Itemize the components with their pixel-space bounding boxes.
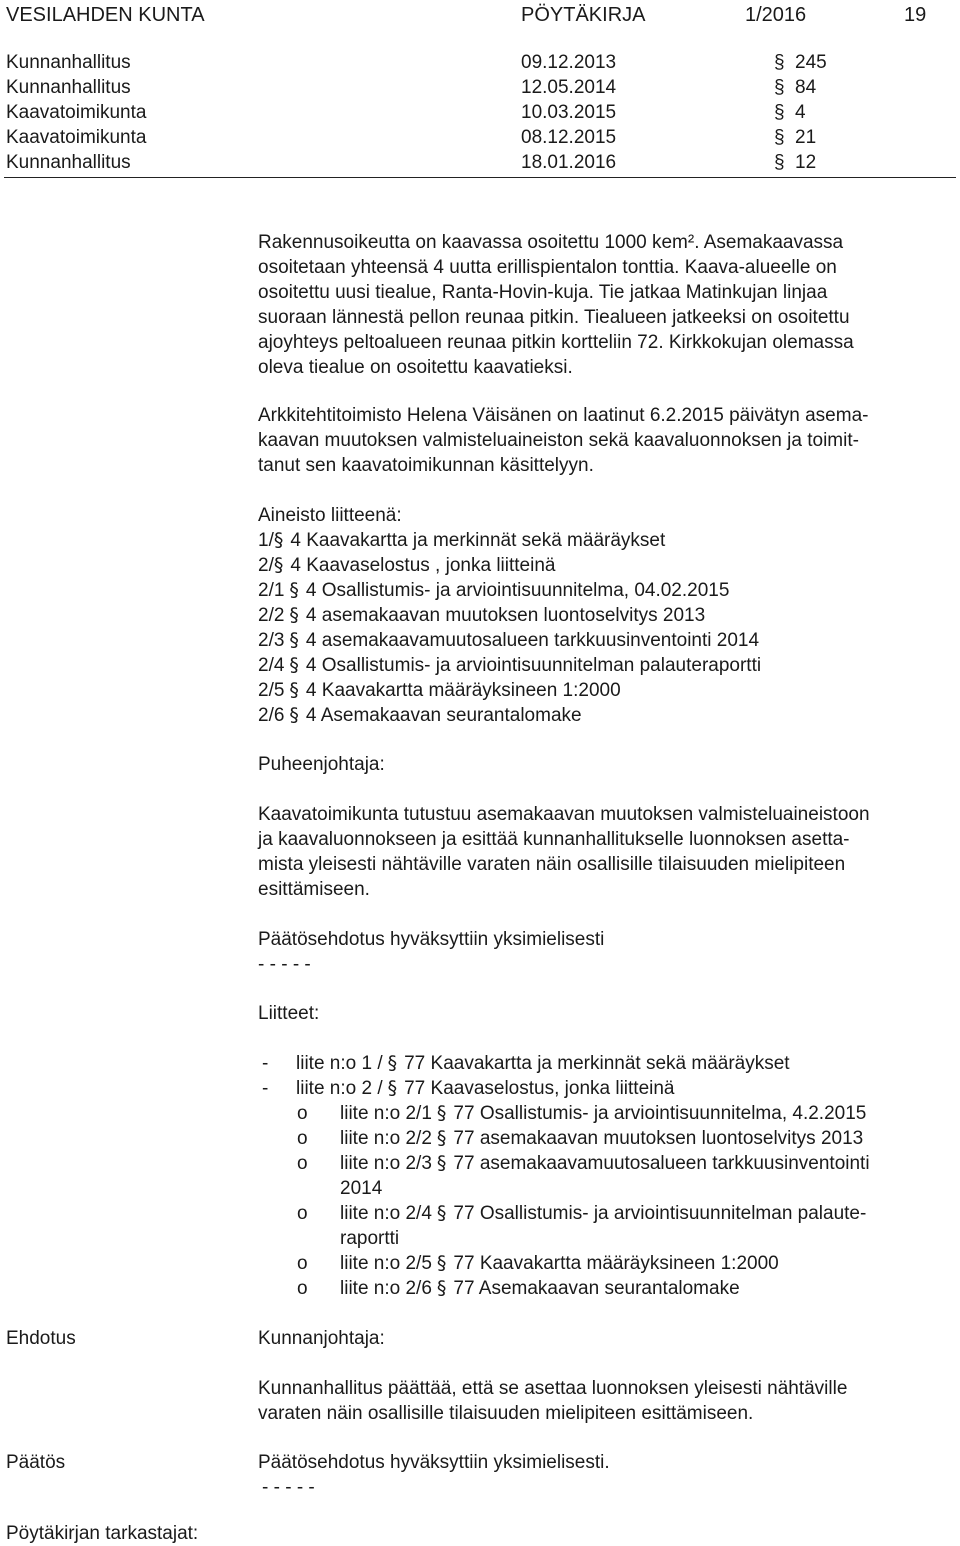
sub-attachment-item: liite n:o 2/6 § 77 Asemakaavan seurantalomake: [340, 1277, 740, 1299]
history-row: [0, 77, 960, 102]
attachment-item: -: [262, 1053, 269, 1074]
section-mark-icon: §: [387, 1052, 398, 1074]
material-item: 1/§ 4 Kaavakartta ja merkinnät sekä määräykset: [258, 529, 666, 551]
plan-description: [258, 230, 958, 380]
history-row: [0, 102, 960, 127]
section-mark-icon: §: [289, 604, 299, 626]
section-mark-icon: §: [774, 127, 785, 148]
history-date: 10.03.2015: [521, 102, 617, 123]
material-item: 2/§ 4 Kaavaselostus , jonka liitteinä: [258, 554, 556, 576]
material-item: 2/5 § 4 Kaavakartta määräyksineen 1:2000: [258, 679, 621, 701]
section-mark-icon: §: [289, 654, 299, 676]
sub-attachment-marker: o: [297, 1203, 308, 1224]
section-mark-icon: §: [289, 704, 299, 726]
sub-attachment-marker: o: [297, 1253, 308, 1274]
sub-attachment-item: liite n:o 2/5 § 77 Kaavakartta määräyksineen 1:2000: [340, 1252, 779, 1274]
section-mark-icon: §: [289, 579, 299, 601]
history-body: Kaavatoimikunta: [6, 127, 147, 148]
material-item: 2/1 § 4 Osallistumis- ja arviointisuunnitelma, 04.02.2015: [258, 579, 730, 601]
section-mark-icon: §: [436, 1152, 447, 1174]
history-number: 12: [795, 152, 817, 173]
history-date: 18.01.2016: [521, 152, 617, 173]
history-body: Kunnanhallitus: [6, 77, 131, 98]
material-item: 2/6 § 4 Asemakaavan seurantalomake: [258, 704, 582, 726]
text-line: Kunnanhallitus päättää, että se asettaa luonnoksen yleisesti nähtäville: [258, 1378, 848, 1399]
material-item: 2/4 § 4 Osallistumis- ja arviointisuunnitelman palauteraportti: [258, 654, 762, 676]
section-mark-icon: §: [774, 52, 785, 73]
history-row: [0, 152, 960, 177]
section-mark-icon: §: [436, 1252, 447, 1274]
sub-attachment-marker: o: [297, 1153, 308, 1174]
dash-separator: - - - - -: [258, 954, 311, 975]
section-mark-icon: §: [436, 1102, 447, 1124]
text-line: ja kaavaluonnokseen ja esittää kunnanhallitukselle luonnoksen asetta-: [258, 829, 850, 850]
section-mark-icon: §: [774, 152, 785, 173]
sub-attachment-marker: o: [297, 1103, 308, 1124]
reviewers-label: Pöytäkirjan tarkastajat:: [6, 1523, 199, 1544]
proposal-heading: Kunnanjohtaja:: [258, 1328, 385, 1349]
attachment-item: -: [262, 1078, 269, 1099]
text-line: osoitetaan yhteensä 4 uutta erillispientalon tonttia. Kaava-alueelle on: [258, 257, 837, 278]
section-mark-icon: §: [436, 1277, 447, 1299]
section-mark-icon: §: [387, 1077, 398, 1099]
preparation-note: [258, 403, 958, 478]
text-line: kaavan muutoksen valmisteluaineiston sekä kaavaluonnoksen ja toimit-: [258, 430, 859, 451]
history-date: 09.12.2013: [521, 52, 617, 73]
chair-heading: Puheenjohtaja:: [258, 754, 385, 775]
sub-attachment-item: liite n:o 2/3 § 77 asemakaavamuutosalueen tarkkuusinventointi: [340, 1152, 870, 1174]
attachment-item-text: liite n:o 1 / § 77 Kaavakartta ja merkinnät sekä määräykset: [296, 1052, 790, 1074]
text-line: oleva tiealue on osoitettu kaavatieksi.: [258, 357, 573, 378]
document-type: PÖYTÄKIRJA: [521, 4, 646, 26]
section-mark-icon: §: [436, 1127, 447, 1149]
sub-attachment-continuation: 2014: [340, 1178, 383, 1199]
history-body: Kaavatoimikunta: [6, 102, 147, 123]
sub-attachment-continuation: raportti: [340, 1228, 400, 1249]
text-line: Kaavatoimikunta tutustuu asemakaavan muutoksen valmisteluaineistoon: [258, 804, 870, 825]
section-mark-icon: §: [289, 679, 299, 701]
attachment-item-text: liite n:o 2 / § 77 Kaavaselostus, jonka liitteinä: [296, 1077, 675, 1099]
sub-attachment-item: liite n:o 2/2 § 77 asemakaavan muutoksen luontoselvitys 2013: [340, 1127, 864, 1149]
materials-heading: Aineisto liitteenä:: [258, 505, 402, 526]
section-mark-icon: §: [289, 629, 299, 651]
material-item: 2/2 § 4 asemakaavan muutoksen luontoselvitys 2013: [258, 604, 706, 626]
text-line: esittämiseen.: [258, 879, 370, 900]
municipality-name: VESILAHDEN KUNTA: [6, 4, 205, 26]
text-line: osoitettu uusi tiealue, Ranta-Hovin-kuja. Tie jatkaa Matinkujan linjaa: [258, 282, 828, 303]
text-line: suoraan lännestä pellon reunaa pitkin. Tiealueen jatkeeksi on osoitettu: [258, 307, 850, 328]
attachments-heading: Liitteet:: [258, 1003, 320, 1024]
section-mark-icon: §: [436, 1202, 447, 1224]
sub-attachment-item: liite n:o 2/4 § 77 Osallistumis- ja arviointisuunnitelman palaute-: [340, 1202, 867, 1224]
dash-separator: - - - - -: [262, 1477, 315, 1498]
history-row: [0, 52, 960, 77]
material-item: 2/3 § 4 asemakaavamuutosalueen tarkkuusinventointi 2014: [258, 629, 760, 651]
history-date: 12.05.2014: [521, 77, 617, 98]
section-mark-icon: §: [273, 529, 284, 551]
proposal-text: [258, 1376, 958, 1426]
chair-proposal-text: [258, 802, 958, 902]
history-number: 84: [795, 77, 817, 98]
history-number: 4: [795, 102, 806, 123]
history-divider: [4, 177, 956, 178]
history-number: 245: [795, 52, 827, 73]
text-line: Arkkitehtitoimisto Helena Väisänen on laatinut 6.2.2015 päivätyn asema-: [258, 405, 869, 426]
section-mark-icon: §: [273, 554, 284, 576]
chair-decision: Päätösehdotus hyväksyttiin yksimielisesti: [258, 929, 605, 950]
section-mark-icon: §: [774, 77, 785, 98]
history-row: [0, 127, 960, 152]
page-number: 19: [904, 4, 927, 26]
section-mark-icon: §: [774, 102, 785, 123]
proposal-label: Ehdotus: [6, 1328, 76, 1349]
history-number: 21: [795, 127, 817, 148]
sub-attachment-marker: o: [297, 1128, 308, 1149]
history-body: Kunnanhallitus: [6, 152, 131, 173]
history-body: Kunnanhallitus: [6, 52, 131, 73]
text-line: Rakennusoikeutta on kaavassa osoitettu 1000 kem². Asemakaavassa: [258, 232, 844, 253]
text-line: ajoyhteys peltoalueen reunaa pitkin kortteliin 72. Kirkkokujan olemassa: [258, 332, 854, 353]
sub-attachment-marker: o: [297, 1278, 308, 1299]
decision-text: Päätösehdotus hyväksyttiin yksimielisesti.: [258, 1452, 610, 1473]
text-line: mista yleisesti nähtäville varaten näin osallisille tilaisuuden mielipiteen: [258, 854, 846, 875]
document-issue: 1/2016: [745, 4, 807, 26]
text-line: varaten näin osallisille tilaisuuden mielipiteen esittämiseen.: [258, 1403, 754, 1424]
history-date: 08.12.2015: [521, 127, 617, 148]
sub-attachment-item: liite n:o 2/1 § 77 Osallistumis- ja arviointisuunnitelma, 4.2.2015: [340, 1102, 867, 1124]
text-line: tanut sen kaavatoimikunnan käsittelyyn.: [258, 455, 594, 476]
decision-label: Päätös: [6, 1452, 66, 1473]
